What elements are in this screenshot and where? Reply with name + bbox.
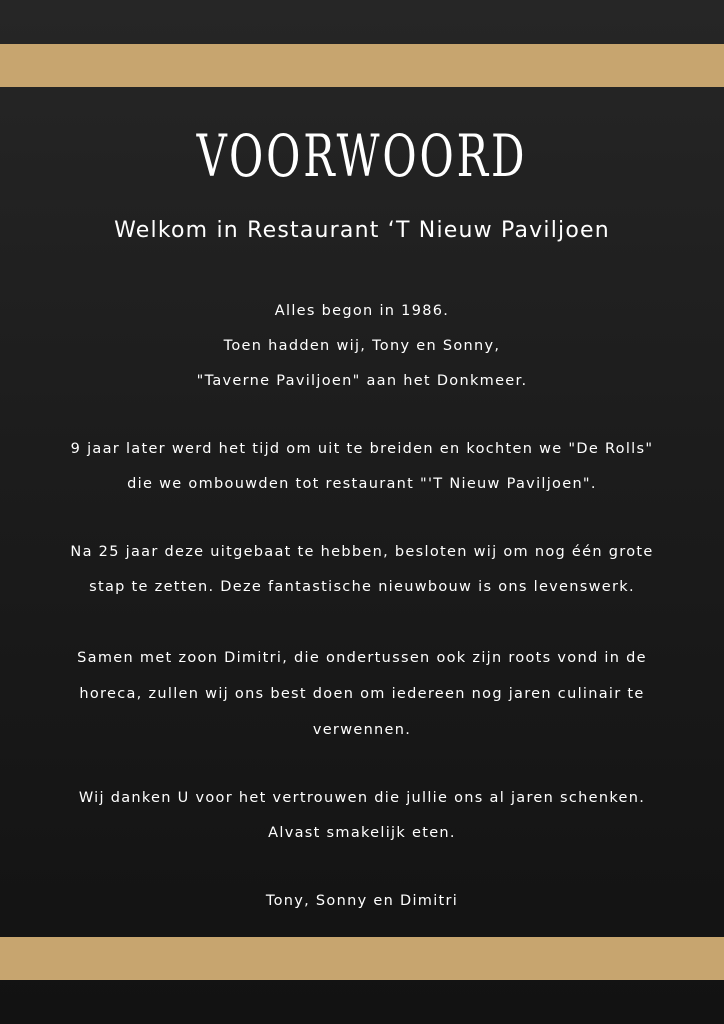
bottom-gold-band — [0, 937, 724, 980]
paragraph-thanks — [20, 781, 704, 851]
paragraph-history — [20, 294, 704, 399]
text-line: 9 jaar later werd het tijd om uit te breiden en kochten we "De Rolls" — [70, 441, 654, 457]
paragraph-family — [20, 640, 704, 748]
paragraph-new-building — [20, 535, 704, 605]
text-line: Alvast smakelijk eten. — [268, 825, 456, 841]
paragraph-expansion — [20, 432, 704, 502]
text-line: verwennen. — [312, 722, 412, 738]
text-line: Alles begon in 1986. — [274, 303, 450, 319]
text-line: Toen hadden wij, Tony en Sonny, — [223, 338, 501, 354]
signature-line: Tony, Sonny en Dimitri — [265, 893, 459, 909]
top-gold-band — [0, 44, 724, 87]
text-line: "Taverne Paviljoen" aan het Donkmeer. — [196, 373, 528, 389]
text-line: Na 25 jaar deze uitgebaat te hebben, besloten wij om nog één grote — [70, 544, 654, 560]
text-line: Samen met zoon Dimitri, die ondertussen ook zijn roots vond in de — [77, 650, 647, 666]
page-title: VOORWOORD — [196, 122, 528, 190]
page-subtitle: Welkom in Restaurant ‘T Nieuw Paviljoen — [114, 218, 610, 243]
signature — [20, 885, 704, 917]
text-line: horeca, zullen wij ons best doen om iedereen nog jaren culinair te — [79, 686, 645, 702]
text-line: Wij danken U voor het vertrouwen die jullie ons al jaren schenken. — [78, 790, 646, 806]
text-line: die we ombouwden tot restaurant "'T Nieuw Paviljoen". — [127, 476, 597, 492]
text-line: stap te zetten. Deze fantastische nieuwbouw is ons levenswerk. — [89, 579, 635, 595]
